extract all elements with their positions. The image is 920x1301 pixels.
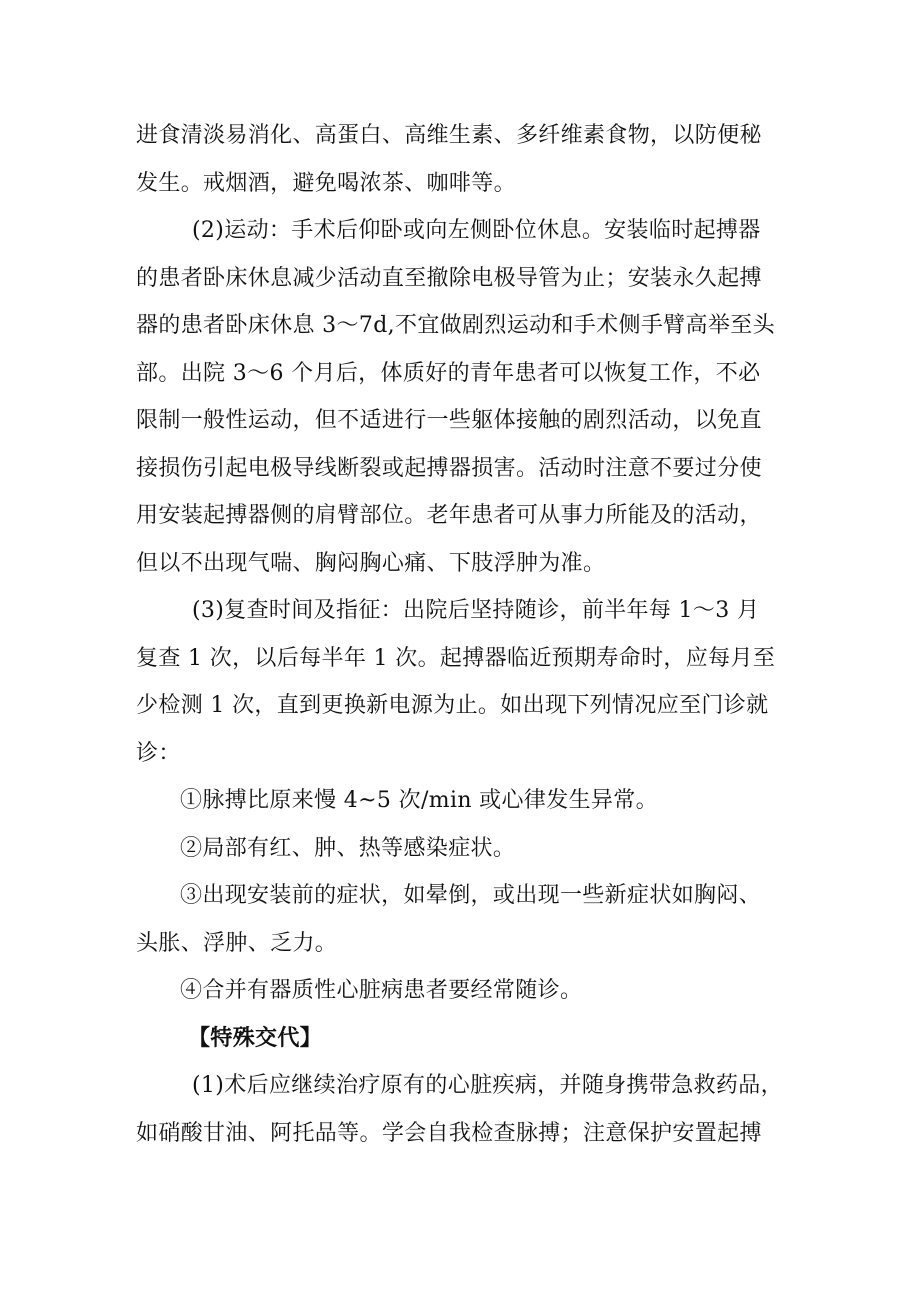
text-line: 头胀、浮肿、乏力。 [136,930,338,956]
text-line: (3)复查时间及指征：出院后坚持随诊，前半年每 1～3 月 [192,598,760,623]
text-line: (1)术后应继续治疗原有的心脏疾病，并随身携带急救药品， [192,1073,783,1098]
list-item: ②局部有红、肿、热等感染症状。 [180,835,516,861]
text-line: 部。出院 3～6 个月后，体质好的青年患者可以恢复工作，不必 [136,360,761,386]
text-line: 的患者卧床休息减少活动直至撤除电极导管为止；安装永久起搏 [136,265,762,291]
text-line: 进食清淡易消化、高蛋白、高维生素、多纤维素食物，以防便秘 [136,123,762,148]
text-line: 诊： [136,740,181,766]
text-line: 但以不出现气喘、胸闷胸心痛、下肢浮肿为准。 [136,550,606,576]
text-line: 限制一般性运动，但不适进行一些躯体接触的剧烈活动，以免直 [136,408,762,433]
section-heading: 【特殊交代】 [188,1024,323,1051]
text-line: 器的患者卧床休息 3～7d,不宜做剧烈运动和手术侧手臂高举至头 [136,313,775,338]
text-line: (2)运动：手术后仰卧或向左侧卧位休息。安装临时起搏器 [192,218,761,243]
text-line: 发生。戒烟酒，避免喝浓茶、咖啡等。 [136,170,516,196]
text-line: 用安装起搏器侧的肩臂部位。老年患者可从事力所能及的活动， [136,503,762,528]
text-line: 接损伤引起电极导线断裂或起搏器损害。活动时注意不要过分使 [136,455,762,481]
list-item: ④合并有器质性心脏病患者要经常随诊。 [180,978,583,1003]
text-line: 复查 1 次，以后每半年 1 次。起搏器临近预期寿命时，应每月至 [136,645,776,671]
text-line: 如硝酸甘油、阿托品等。学会自我检查脉搏；注意保护安置起搏 [136,1120,762,1146]
list-item: ①脉搏比原来慢 4~5 次/min 或心律发生异常。 [180,788,658,813]
list-item: ③出现安装前的症状，如晕倒，或出现一些新症状如胸闷、 [180,883,762,908]
document-body [136,112,796,1157]
text-line: 少检测 1 次，直到更换新电源为止。如出现下列情况应至门诊就 [136,693,769,718]
